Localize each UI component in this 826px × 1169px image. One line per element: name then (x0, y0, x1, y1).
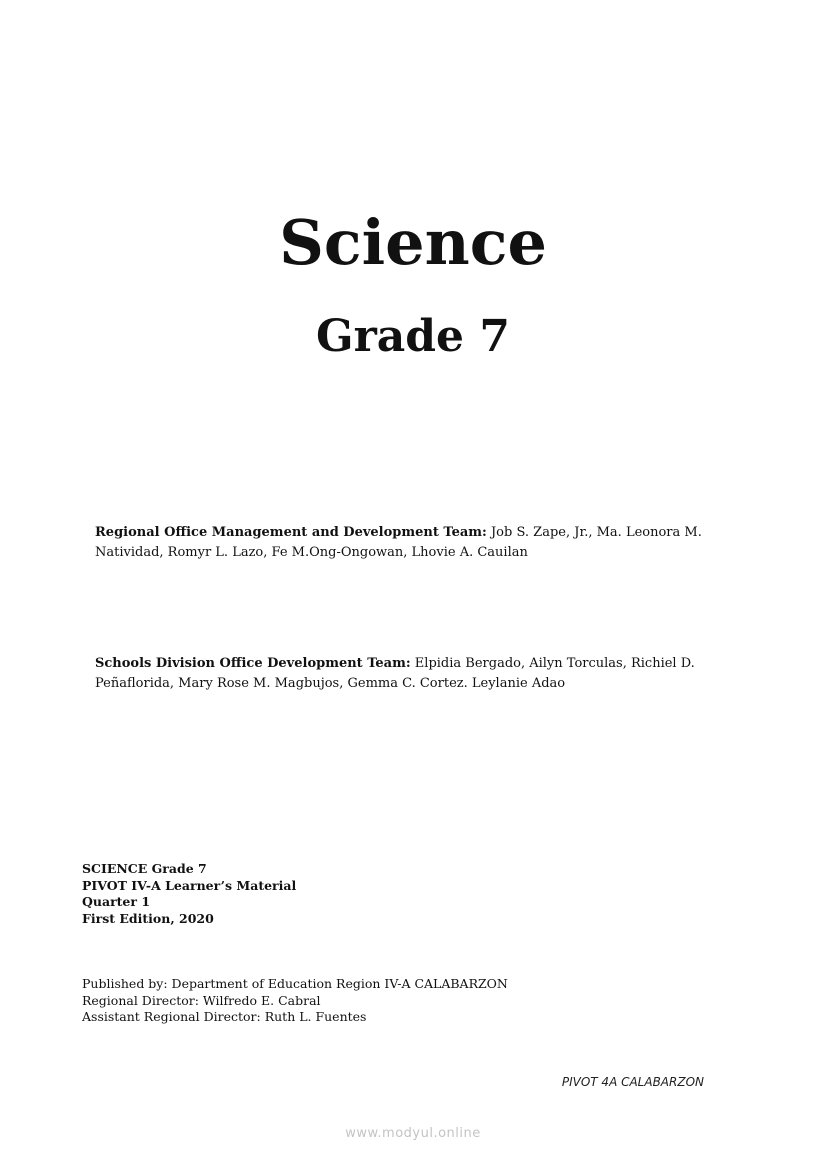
edition-year: First Edition, 2020 (82, 910, 214, 926)
publisher-block (82, 976, 508, 1026)
edition-subject: SCIENCE Grade 7 (82, 861, 207, 876)
document-title: Science (279, 206, 547, 279)
regional-director: Regional Director: Wilfredo E. Cabral (82, 992, 321, 1008)
regional-team-members: Job S. Zape, Jr., Ma. Leonora M. Natividad, Romyr L. Lazo, Fe M.Ong-Ongowan, Lhovie A. Cauilan (95, 525, 702, 560)
footer-mark: PIVOT 4A CALABARZON (561, 1075, 704, 1089)
division-team-credits (95, 654, 725, 694)
document-subtitle: Grade 7 (316, 311, 510, 362)
regional-team-label: Regional Office Management and Development Team: (95, 525, 487, 540)
watermark: www.modyul.online (345, 1126, 481, 1141)
division-team-label: Schools Division Office Development Team: (95, 656, 411, 671)
edition-material: PIVOT IV-A Learner’s Material (82, 877, 297, 893)
published-by: Published by: Department of Education Region IV-A CALABARZON (82, 976, 508, 991)
edition-block (82, 861, 296, 927)
edition-quarter: Quarter 1 (82, 894, 151, 909)
assistant-regional-director: Assistant Regional Director: Ruth L. Fuentes (82, 1009, 367, 1024)
division-team-members: Elpidia Bergado, Ailyn Torculas, Richiel D. Peñaflorida, Mary Rose M. Magbujos, Gemma C. Cortez. Leylanie Adao (95, 656, 695, 691)
regional-team-credits (95, 523, 725, 563)
